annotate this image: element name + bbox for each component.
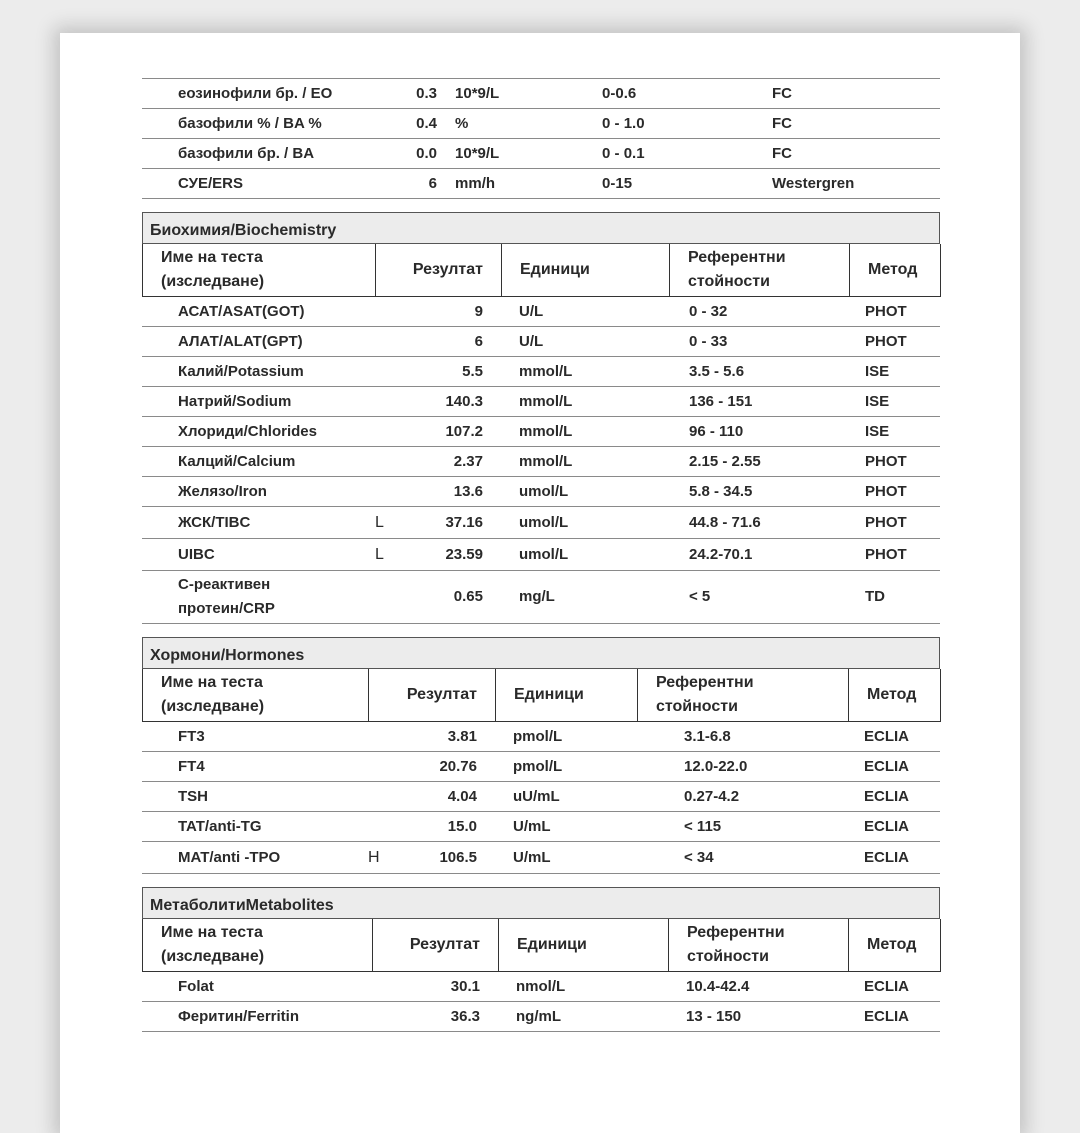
header-test-name: Име на теста (изследване) — [143, 669, 369, 722]
method: ECLIA — [848, 812, 940, 842]
method: PHOT — [849, 297, 940, 327]
result-value: 36.3 — [402, 1002, 498, 1032]
header-row — [143, 244, 941, 297]
test-name: базофили бр. / BA — [142, 139, 397, 169]
unit: mg/L — [501, 571, 669, 624]
result-value: 6 — [405, 327, 501, 357]
result-value: 106.5 — [398, 842, 495, 874]
reference-range: 24.2-70.1 — [669, 539, 849, 571]
header-method: Метод — [850, 244, 941, 297]
test-name: TAT/anti-TG — [142, 812, 368, 842]
method: FC — [772, 109, 940, 139]
result-value: 2.37 — [405, 447, 501, 477]
section-title: МетаболитиMetabolites — [142, 887, 940, 919]
header-units: Единици — [496, 669, 638, 722]
test-name: Натрий/Sodium — [142, 387, 375, 417]
test-name: Калий/Potassium — [142, 357, 375, 387]
header-result: Резултат — [376, 244, 502, 297]
test-name: MAT/anti -TPO — [142, 842, 368, 874]
unit: pmol/L — [495, 752, 667, 782]
table-row — [142, 507, 940, 539]
table-row — [142, 327, 940, 357]
method: ECLIA — [848, 722, 940, 752]
unit: umol/L — [501, 507, 669, 539]
table-row — [142, 539, 940, 571]
method: ISE — [849, 417, 940, 447]
method: ECLIA — [848, 1002, 940, 1032]
abnormal-flag — [372, 972, 402, 1002]
section-hormones — [142, 637, 940, 874]
reference-range: 0 - 33 — [669, 327, 849, 357]
reference-range: 0.27-4.2 — [667, 782, 848, 812]
table-row — [142, 1002, 940, 1032]
table-row — [142, 782, 940, 812]
abnormal-flag — [375, 571, 405, 624]
reference-range: < 34 — [667, 842, 848, 874]
abnormal-flag-high: H — [368, 842, 398, 874]
table-row — [142, 357, 940, 387]
test-name: АЛАТ/ALAT(GPT) — [142, 327, 375, 357]
table-row — [142, 842, 940, 874]
reference-range: 0-15 — [597, 169, 772, 199]
abnormal-flag — [375, 417, 405, 447]
reference-range: 0 - 32 — [669, 297, 849, 327]
result-value: 30.1 — [402, 972, 498, 1002]
unit: mmol/L — [501, 357, 669, 387]
test-name: С-реактивен протеин/CRP — [142, 571, 375, 624]
abnormal-flag — [368, 782, 398, 812]
table-row — [142, 109, 940, 139]
unit: mmol/L — [501, 387, 669, 417]
abnormal-flag — [368, 812, 398, 842]
section-metabolites — [142, 887, 940, 1032]
table-row — [142, 387, 940, 417]
method: PHOT — [849, 477, 940, 507]
method: PHOT — [849, 327, 940, 357]
abnormal-flag — [375, 327, 405, 357]
method: TD — [849, 571, 940, 624]
header-test-name: Име на теста (изследване) — [143, 919, 373, 972]
metabolites-rows — [142, 972, 940, 1032]
test-name: СУЕ/ERS — [142, 169, 397, 199]
table-row — [142, 722, 940, 752]
hematology-continued-table — [142, 78, 940, 199]
result-value: 13.6 — [405, 477, 501, 507]
table-row — [142, 139, 940, 169]
header-reference: Референтни стойности — [638, 669, 849, 722]
result-value: 15.0 — [398, 812, 495, 842]
reference-range: 10.4-42.4 — [668, 972, 848, 1002]
test-name: Калций/Calcium — [142, 447, 375, 477]
header-reference: Референтни стойности — [670, 244, 850, 297]
header-result: Резултат — [369, 669, 496, 722]
result-value: 6 — [397, 169, 437, 199]
abnormal-flag — [375, 447, 405, 477]
table-row — [142, 169, 940, 199]
test-name: Folat — [142, 972, 372, 1002]
abnormal-flag — [372, 1002, 402, 1032]
unit: 10*9/L — [437, 139, 597, 169]
header-result: Резултат — [373, 919, 499, 972]
unit: nmol/L — [498, 972, 668, 1002]
table-row — [142, 297, 940, 327]
unit: mmol/L — [501, 447, 669, 477]
section-title: Биохимия/Biochemistry — [142, 212, 940, 244]
table-row — [142, 571, 940, 624]
header-reference: Референтни стойности — [669, 919, 849, 972]
result-value: 0.0 — [397, 139, 437, 169]
result-value: 9 — [405, 297, 501, 327]
table-row — [142, 752, 940, 782]
method: FC — [772, 79, 940, 109]
header-method: Метод — [849, 669, 941, 722]
header-row — [143, 919, 941, 972]
unit: U/mL — [495, 812, 667, 842]
result-value: 3.81 — [398, 722, 495, 752]
document-page — [60, 33, 1020, 1133]
abnormal-flag — [375, 477, 405, 507]
reference-range: 136 - 151 — [669, 387, 849, 417]
result-value: 0.65 — [405, 571, 501, 624]
table-row — [142, 447, 940, 477]
abnormal-flag-low: L — [375, 507, 405, 539]
section-title: Хормони/Hormones — [142, 637, 940, 669]
result-value: 23.59 — [405, 539, 501, 571]
abnormal-flag-low: L — [375, 539, 405, 571]
reference-range: < 5 — [669, 571, 849, 624]
reference-range: 12.0-22.0 — [667, 752, 848, 782]
unit: pmol/L — [495, 722, 667, 752]
table-row — [142, 417, 940, 447]
header-test-name: Име на теста (изследване) — [143, 244, 376, 297]
metabolites-header — [142, 919, 941, 972]
test-name: Желязо/Iron — [142, 477, 375, 507]
reference-range: 96 - 110 — [669, 417, 849, 447]
method: Westergren — [772, 169, 940, 199]
method: FC — [772, 139, 940, 169]
test-name: еозинофили бр. / EO — [142, 79, 397, 109]
unit: % — [437, 109, 597, 139]
lab-results — [142, 33, 940, 1032]
unit: 10*9/L — [437, 79, 597, 109]
test-name: TSH — [142, 782, 368, 812]
method: ISE — [849, 387, 940, 417]
unit: umol/L — [501, 539, 669, 571]
unit: U/L — [501, 297, 669, 327]
result-value: 5.5 — [405, 357, 501, 387]
abnormal-flag — [368, 752, 398, 782]
reference-range: 5.8 - 34.5 — [669, 477, 849, 507]
biochemistry-table — [142, 244, 941, 297]
test-name: UIBC — [142, 539, 375, 571]
abnormal-flag — [375, 387, 405, 417]
reference-range: 3.5 - 5.6 — [669, 357, 849, 387]
header-units: Единици — [499, 919, 669, 972]
method: PHOT — [849, 447, 940, 477]
test-name: базофили % / BA % — [142, 109, 397, 139]
section-biochemistry — [142, 212, 940, 624]
abnormal-flag — [375, 297, 405, 327]
reference-range: 44.8 - 71.6 — [669, 507, 849, 539]
unit: U/L — [501, 327, 669, 357]
header-method: Метод — [849, 919, 941, 972]
test-name: ЖСК/TIBC — [142, 507, 375, 539]
method: ECLIA — [848, 752, 940, 782]
hormones-rows — [142, 722, 940, 874]
result-value: 0.3 — [397, 79, 437, 109]
unit: umol/L — [501, 477, 669, 507]
unit: mm/h — [437, 169, 597, 199]
method: ECLIA — [848, 782, 940, 812]
test-name: Феритин/Ferritin — [142, 1002, 372, 1032]
result-value: 107.2 — [405, 417, 501, 447]
test-name: Хлориди/Chlorides — [142, 417, 375, 447]
reference-range: 0 - 0.1 — [597, 139, 772, 169]
test-name: FT3 — [142, 722, 368, 752]
reference-range: 0-0.6 — [597, 79, 772, 109]
reference-range: 0 - 1.0 — [597, 109, 772, 139]
table-row — [142, 972, 940, 1002]
test-name: АСАТ/ASAT(GOT) — [142, 297, 375, 327]
reference-range: 13 - 150 — [668, 1002, 848, 1032]
result-value: 37.16 — [405, 507, 501, 539]
reference-range: 2.15 - 2.55 — [669, 447, 849, 477]
method: ECLIA — [848, 972, 940, 1002]
table-row — [142, 812, 940, 842]
abnormal-flag — [375, 357, 405, 387]
method: ECLIA — [848, 842, 940, 874]
table-row — [142, 477, 940, 507]
result-value: 20.76 — [398, 752, 495, 782]
abnormal-flag — [368, 722, 398, 752]
test-name: FT4 — [142, 752, 368, 782]
unit: mmol/L — [501, 417, 669, 447]
result-value: 0.4 — [397, 109, 437, 139]
method: PHOT — [849, 539, 940, 571]
biochemistry-rows — [142, 297, 940, 624]
result-value: 140.3 — [405, 387, 501, 417]
result-value: 4.04 — [398, 782, 495, 812]
method: ISE — [849, 357, 940, 387]
hormones-header — [142, 669, 941, 722]
unit: ng/mL — [498, 1002, 668, 1032]
table-row — [142, 79, 940, 109]
method: PHOT — [849, 507, 940, 539]
reference-range: < 115 — [667, 812, 848, 842]
reference-range: 3.1-6.8 — [667, 722, 848, 752]
unit: uU/mL — [495, 782, 667, 812]
header-row — [143, 669, 941, 722]
unit: U/mL — [495, 842, 667, 874]
header-units: Единици — [502, 244, 670, 297]
